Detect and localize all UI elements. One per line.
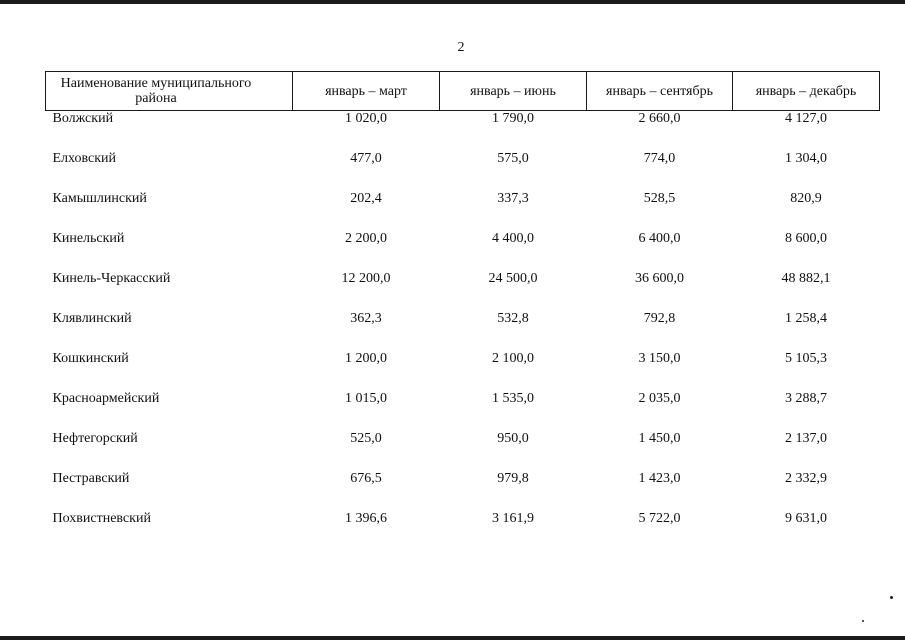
table-row — [46, 471, 880, 511]
column-header-year: январь – декабрь — [733, 72, 880, 111]
column-header-h1: январь – июнь — [440, 72, 587, 111]
municipal-districts-table — [45, 71, 880, 551]
district-name-cell: Пестравский — [52, 471, 130, 486]
district-name-cell: Похвистневский — [52, 511, 151, 526]
value-cell: 532,8 — [497, 311, 529, 326]
value-cell: 1 396,6 — [345, 511, 387, 526]
value-cell: 2 332,9 — [785, 471, 827, 486]
value-cell: 2 137,0 — [785, 431, 827, 446]
page-number: 2 — [457, 40, 465, 55]
table-header-row — [46, 72, 880, 111]
value-cell: 1 020,0 — [345, 111, 387, 126]
value-cell: 676,5 — [350, 471, 382, 486]
value-cell: 525,0 — [350, 431, 382, 446]
scan-speck — [890, 596, 893, 599]
value-cell: 5 722,0 — [638, 511, 681, 526]
table-row — [46, 151, 880, 191]
value-cell: 477,0 — [350, 151, 382, 166]
value-cell: 36 600,0 — [635, 271, 684, 286]
district-name-cell: Кошкинский — [52, 351, 129, 366]
column-header-9m: январь – сентябрь — [587, 72, 733, 111]
table-row — [46, 511, 880, 551]
value-cell: 1 790,0 — [492, 111, 534, 126]
value-cell: 5 105,3 — [785, 351, 827, 366]
district-name-cell: Камышлинский — [52, 191, 147, 206]
value-cell: 792,8 — [643, 311, 676, 326]
value-cell: 1 015,0 — [345, 391, 387, 406]
table-row — [46, 311, 880, 351]
value-cell: 4 400,0 — [492, 231, 534, 246]
value-cell: 202,4 — [350, 191, 382, 206]
value-cell: 3 150,0 — [638, 351, 681, 366]
value-cell: 1 535,0 — [492, 391, 534, 406]
column-header-district: Наименование муниципального района — [46, 72, 293, 111]
value-cell: 1 200,0 — [345, 351, 387, 366]
value-cell: 2 035,0 — [638, 391, 681, 406]
value-cell: 362,3 — [350, 311, 382, 326]
district-name-cell: Кинель-Черкасский — [52, 271, 171, 286]
value-cell: 774,0 — [643, 151, 676, 166]
value-cell: 979,8 — [497, 471, 529, 486]
table-row — [46, 111, 880, 152]
value-cell: 575,0 — [497, 151, 529, 166]
district-name-cell: Клявлинский — [52, 311, 132, 326]
table-row — [46, 231, 880, 271]
value-cell: 820,9 — [790, 191, 822, 206]
value-cell: 1 423,0 — [638, 471, 681, 486]
bottom-border-line — [0, 636, 905, 640]
value-cell: 6 400,0 — [638, 231, 681, 246]
table-row — [46, 271, 880, 311]
value-cell: 3 161,9 — [492, 511, 534, 526]
value-cell: 4 127,0 — [785, 111, 827, 126]
district-name-cell: Елховский — [52, 151, 117, 166]
table-row — [46, 391, 880, 431]
table-body — [46, 111, 880, 552]
value-cell: 337,3 — [497, 191, 529, 206]
value-cell: 12 200,0 — [341, 271, 391, 286]
value-cell: 2 660,0 — [638, 111, 681, 126]
value-cell: 1 304,0 — [785, 151, 827, 166]
district-name-cell: Кинельский — [52, 231, 125, 246]
district-name-cell: Волжский — [52, 111, 114, 126]
value-cell: 48 882,1 — [781, 271, 831, 286]
value-cell: 1 450,0 — [638, 431, 681, 446]
top-border-line — [0, 0, 905, 4]
value-cell: 8 600,0 — [785, 231, 827, 246]
table-row — [46, 351, 880, 391]
district-name-cell: Нефтегорский — [52, 431, 138, 446]
value-cell: 1 258,4 — [785, 311, 827, 326]
value-cell: 2 200,0 — [345, 231, 387, 246]
value-cell: 2 100,0 — [492, 351, 534, 366]
district-name-cell: Красноармейский — [52, 391, 160, 406]
value-cell: 24 500,0 — [488, 271, 538, 286]
column-header-q1: январь – март — [293, 72, 440, 111]
scan-speck — [862, 620, 864, 622]
value-cell: 528,5 — [643, 191, 676, 206]
table-row — [46, 191, 880, 231]
value-cell: 9 631,0 — [785, 511, 827, 526]
value-cell: 3 288,7 — [785, 391, 827, 406]
value-cell: 950,0 — [497, 431, 529, 446]
table-row — [46, 431, 880, 471]
